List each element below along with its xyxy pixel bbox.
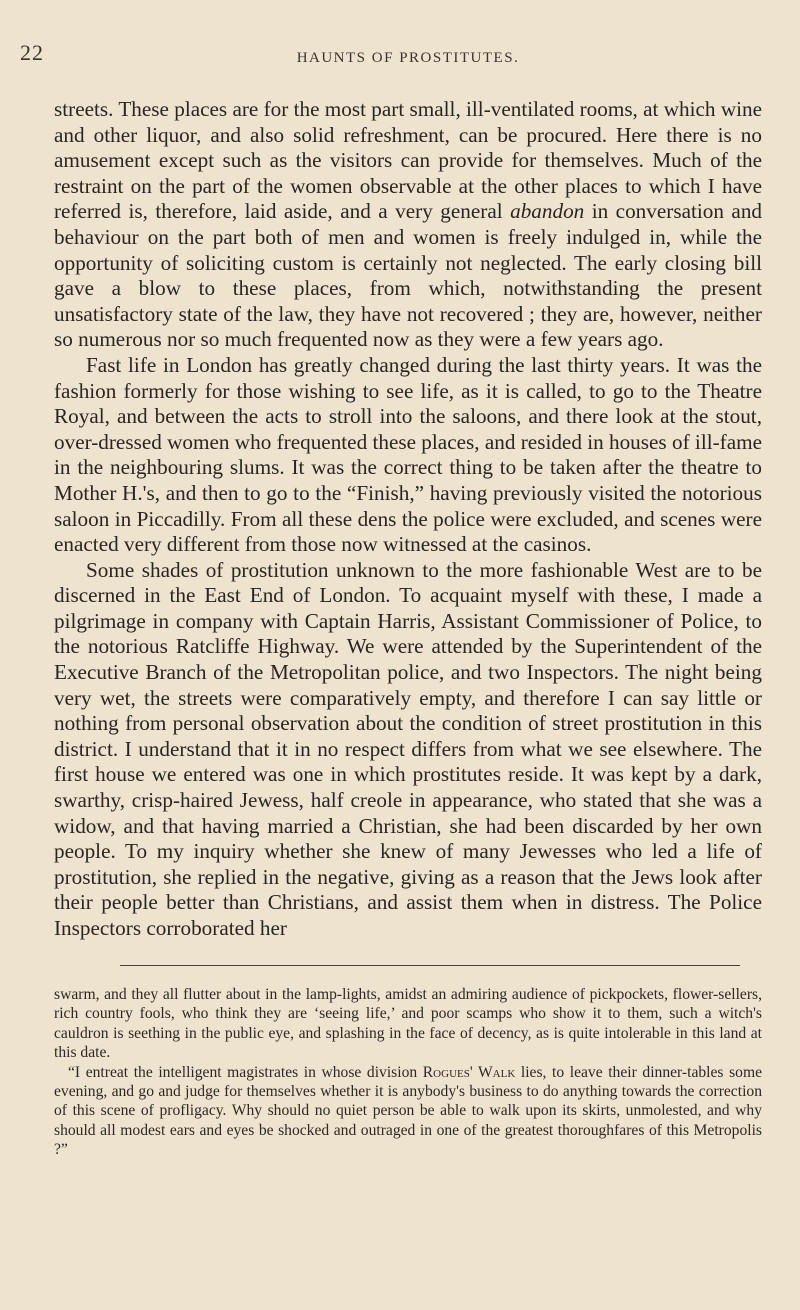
italic-word-abandon: abandon <box>510 199 585 224</box>
paragraph-1-part-b: in conversation and behaviour on the part both of men and women is freely indulged in, while the opportunity of soliciting custom is certainly not neglected. The early closing bill gave a blow to these places, from which, notwithstanding the present unsatisfactory state of the law, they have not recovered ; they are, however, neither so numerous nor so much frequented now as they were a few years ago. <box>54 199 763 352</box>
footnote-paragraph-2 <box>54 1063 762 1160</box>
small-caps-rogues-walk: Rogues' Walk <box>422 1063 516 1081</box>
footnote-paragraph-2-part-a: “I entreat the intelligent magistrates in whose division <box>68 1063 423 1081</box>
book-page <box>20 40 763 1280</box>
paragraph-1-part-a: streets. These places are for the most part small, ill-ventilated rooms, at which wine and other liquor, and also solid refreshment, can be procured. Here there is no amusement except such as the visitors can provide for themselves. Much of the restraint on the part of the women observable at the other places to which I have referred is, therefore, laid aside, and a very general <box>54 97 763 224</box>
footnote-paragraph-1: swarm, and they all flutter about in the lamp-lights, amidst an admiring audience of pickpockets, flower-sellers, rich country fools, who think they are ‘seeing life,’ and poor scamps who show it to them, such a witch's cauldron is seething in the public eye, and splashing in the face of decency, as is quite intolerable in this land at this date. <box>54 986 762 1062</box>
paragraph-1 <box>54 97 762 353</box>
body-text <box>54 97 762 942</box>
running-head: HAUNTS OF PROSTITUTES. <box>296 50 520 66</box>
footnote-paragraph-2-part-b: lies, to leave their dinner-tables some evening, and go and judge for themselves whether it is anybody's business to do anything towards the correction of this scene of profligacy. Why should no quiet person be able to walk upon its skirts, unmolested, and why should all modest ears and eyes be shocked and outraged in one of the greatest thoroughfares of this Metropolis ?” <box>54 1063 762 1159</box>
page-number: 22 <box>20 40 44 65</box>
footnote <box>54 985 762 1160</box>
paragraph-3: Some shades of prostitution unknown to the more fashionable West are to be discerned in the East End of London. To acquaint myself with these, I made a pilgrimage in company with Captain Harris, Assistant Commissioner of Police, to the notorious Ratcliffe Highway. We were attended by the Superintendent of the Executive Branch of the Metropolitan police, and two Inspectors. The night being very wet, the streets were comparatively empty, and therefore I can say little or nothing from personal observation about the condition of street prostitution in this district. I understand that it in no respect differs from what we see elsewhere. The first house we entered was one in which prostitutes reside. It was kept by a dark, swarthy, crisp-haired Jewess, half creole in appearance, who stated that she was a widow, and that having married a Christian, she had been discarded by her own people. To my inquiry whether she knew of many Jewesses who led a life of prostitution, she replied in the negative, giving as a reason that the Jews look after their people better than Christians, and assist them when in distress. The Police Inspectors corroborated her <box>54 557 762 940</box>
footnote-divider <box>120 965 740 966</box>
paragraph-2: Fast life in London has greatly changed during the last thirty years. It was the fashion formerly for those wishing to see life, as it is called, to go to the Theatre Royal, and between the acts to stroll into the saloons, and there look at the stout, over-dressed women who frequented these places, and resided in houses of ill-fame in the neighbouring slums. It was the correct thing to be taken after the theatre to Mother H.'s, and then to go to the “Finish,” having previously visited the notorious saloon in Piccadilly. From all these dens the police were excluded, and scenes were enacted very different from those now witnessed at the casinos. <box>54 352 762 557</box>
